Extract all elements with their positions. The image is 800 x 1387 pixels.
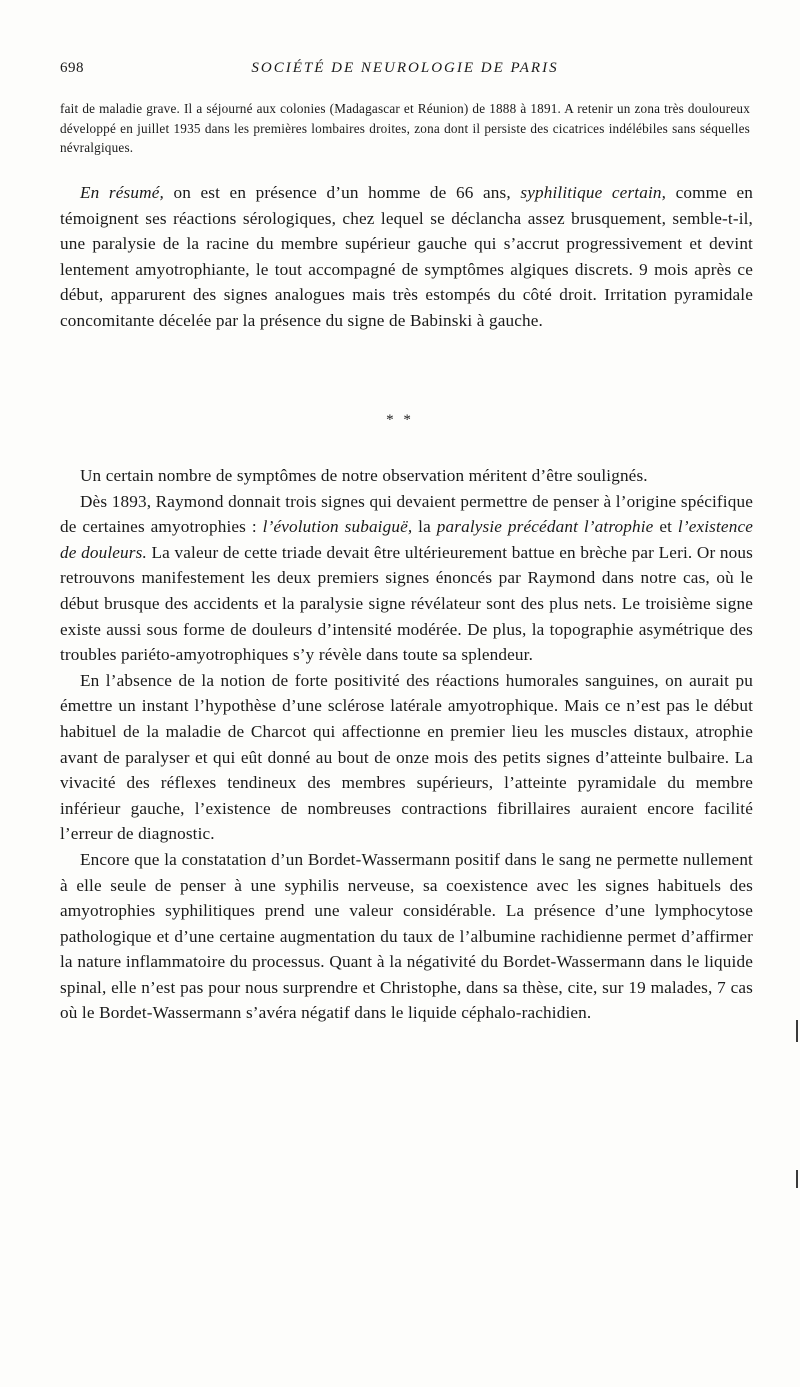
summary-text: comme en témoignent ses réactions sérologiques, chez lequel se déclancha assez brusquement, semble-t-il, une paralysie de la racine du membre supérieur gauche qui s’accrut progressivement et devint lentement amyotrophiante, le tout accompagné de symptômes algiques discrets. 9 mois après ce début, apparurent des signes analogues mais très estompés du côté droit. Irritation pyramidale concomitante décelée par la présence du signe de Babinski à gauche. xyxy=(60,183,754,330)
paragraph-text: La valeur de cette triade devait être ultérieurement battue en brèche par Leri. Or nous retrouvons manifestement les deux premiers signes énoncés par Raymond dans notre cas, où le début brusque des accidents et la paralysie signe révélateur sont des plus nets. Le troisième signe existe aussi sous forme de douleurs d’intensité modérée. De plus, la topographie asymétrique des troubles pariéto-amyotrophiques s’y révèle dans toute sa splendeur. xyxy=(60,542,753,665)
discussion-paragraph xyxy=(60,489,753,668)
section-separator: * * xyxy=(386,412,414,428)
discussion-paragraph: Encore que la constatation d’un Bordet-Wassermann positif dans le sang ne permette nullement à elle seule de penser à une syphilis nerveuse, sa coexistence avec les signes habituels des amyotrophies syphilitiques prend une valeur considérable. La présence d’une lymphocytose pathologique et d’une certaine augmentation du taux de l’albumine rachidienne permet d’affirmer la nature inflammatoire du processus. Quant à la négativité du Bordet-Wassermann dans le liquide spinal, elle n’est pas pour nous surprendre et Christophe, dans sa thèse, cite, sur 19 malades, 7 cas où le Bordet-Wassermann s’avéra négatif dans le liquide céphalo-rachidien. xyxy=(60,849,753,1023)
summary-lead: En résumé, xyxy=(80,183,164,202)
page-header xyxy=(60,60,750,88)
scan-margin-mark xyxy=(796,1020,798,1042)
summary-diagnosis: syphilitique certain, xyxy=(520,183,667,202)
summary-paragraph xyxy=(60,180,753,334)
raymond-sign-3: l’existence de douleurs. xyxy=(60,517,754,562)
discussion-paragraph: Un certain nombre de symptômes de notre observation méritent d’être soulignés. xyxy=(80,466,648,485)
paragraph-text: et xyxy=(653,517,678,537)
paragraph-text: la xyxy=(412,517,437,537)
raymond-sign-2: paralysie précédant l’atrophie xyxy=(436,517,654,537)
discussion-section xyxy=(60,463,753,1026)
discussion-paragraph: En l’absence de la notion de forte positivité des réactions humorales sanguines, on aurait pu émettre un instant l’hypothèse d’une sclérose latérale amyotrophique. Mais ce n’est pas le début habituel de la maladie de Charcot qui affectionne en premier lieu les muscles distaux, atrophie avant de paralyser et qui eût donné au bout de onze mois des petits signes d’atteinte bulbaire. La vivacité des réflexes tendineux des membres supérieurs, l’atteinte pyramidale du membre inférieur gauche, l’existence de nombreuses contractions fibrillaires auraient encore facilité l’erreur de diagnostic. xyxy=(60,670,753,844)
paragraph-text: Dès 1893, Raymond donnait trois signes qui devaient permettre de penser à l’origine spécifique de certaines amyotrophies : xyxy=(60,491,753,537)
running-title: SOCIÉTÉ DE NEUROLOGIE DE PARIS xyxy=(251,60,559,76)
page-number: 698 xyxy=(60,60,84,76)
footnote: fait de maladie grave. Il a séjourné aux colonies (Madagascar et Réunion) de 1888 à 1891. A retenir un zona très douloureux développé en juillet 1935 dans les premières lombaires droites, zona dont il persiste des cicatrices indélébiles sans séquelles névralgiques. xyxy=(60,101,750,156)
summary-text: on est en présence d’un homme de 66 ans, xyxy=(163,183,521,202)
scan-margin-mark xyxy=(796,1170,798,1188)
raymond-sign-1: l’évolution subaiguë, xyxy=(262,517,413,537)
